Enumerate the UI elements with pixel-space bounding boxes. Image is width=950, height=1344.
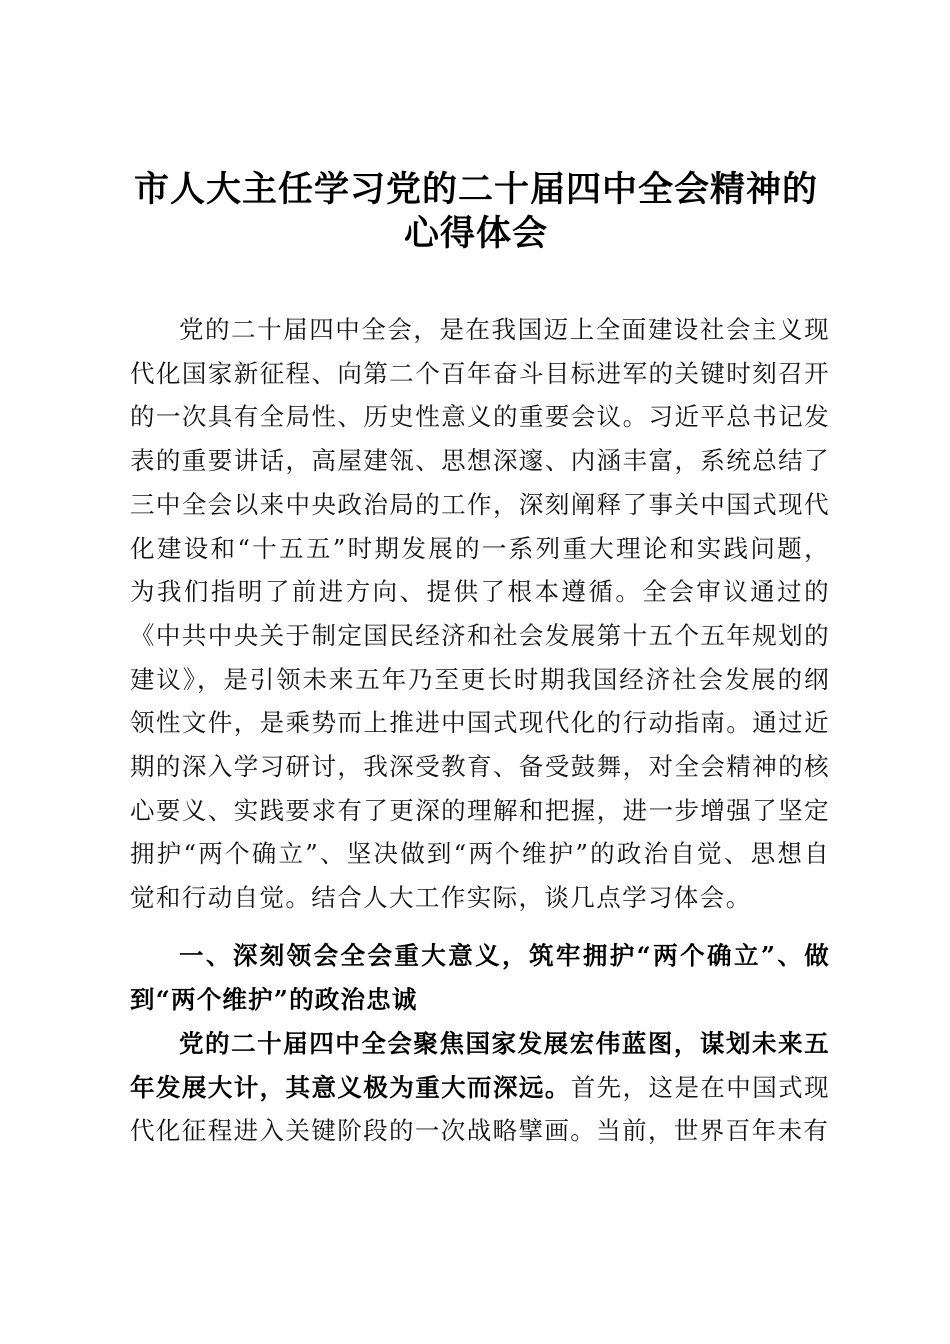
section-1-paragraph	[130, 1022, 830, 1153]
section-1-lead-sentence: 党的二十届四中全会聚焦国家发展宏伟蓝图，谋划未来五年发展大计，其意义极为重大而深远。	[130, 1029, 830, 1102]
section-1-heading: 一、深刻领会全会重大意义，筑牢拥护“两个确立”、做到“两个维护”的政治忠诚	[130, 941, 830, 1014]
document-title: 市人大主任学习党的二十届四中全会精神的心得体会	[133, 169, 818, 254]
intro-paragraph: 党的二十届四中全会，是在我国迈上全面建设社会主义现代化国家新征程、向第二个百年奋斗目标进军的关键时刻召开的一次具有全局性、历史性意义的重要会议。习近平总书记发表的重要讲话，高屋建瓴、思想深邃、内涵丰富，系统总结了三中全会以来中央政治局的工作，深刻阐释了事关中国式现代化建设和“十五五”时期发展的一系列重大理论和实践问题，为我们指明了前进方向、提供了根本遵循。全会审议通过的《中共中央关于制定国民经济和社会发展第十五个五年规划的建议》，是引领未来五年乃至更长时期我国经济社会发展的纲领性文件，是乘势而上推进中国式现代化的行动指南。通过近期的深入学习研讨，我深受教育、备受鼓舞，对全会精神的核心要义、实践要求有了更深的理解和把握，进一步增强了坚定拥护“两个确立”、坚决做到“两个维护”的政治自觉、思想自觉和行动自觉。结合人大工作实际，谈几点学习体会。	[130, 315, 830, 913]
section-1-continuation-text: 首先，这是在中国式现代化征程进入关键阶段的一次战略擘画。当前，世界百年未有	[130, 1072, 830, 1146]
